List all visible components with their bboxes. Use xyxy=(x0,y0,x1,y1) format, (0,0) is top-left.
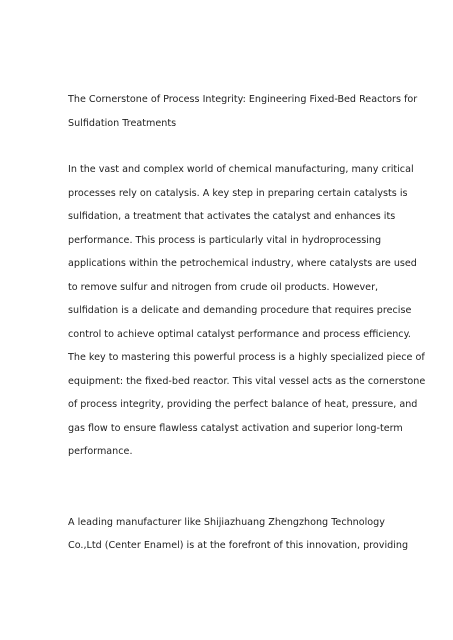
paragraph-line: to remove sulfur and nitrogen from crude oil products. However, xyxy=(68,281,379,293)
paragraph-line: applications within the petrochemical industry, where catalysts are used xyxy=(68,258,417,269)
paragraph-line: gas flow to ensure flawless catalyst activation and superior long-term xyxy=(68,422,403,434)
paragraph-manufacturer xyxy=(68,511,409,558)
paragraph-line: control to achieve optimal catalyst performance and process efficiency. xyxy=(68,328,411,340)
paragraph-intro xyxy=(68,158,426,464)
paragraph-line: A leading manufacturer like Shijiazhuang Zhengzhong Technology xyxy=(68,516,385,528)
title-line: The Cornerstone of Process Integrity: Engineering Fixed-Bed Reactors for xyxy=(68,94,418,105)
paragraph-line: performance. This process is particularly vital in hydroprocessing xyxy=(68,234,382,246)
paragraph-line: performance. xyxy=(68,446,133,457)
paragraph-line: of process integrity, providing the perfect balance of heat, pressure, and xyxy=(68,399,418,410)
paragraph-line: equipment: the fixed-bed reactor. This vital vessel acts as the cornerstone xyxy=(68,375,426,387)
document-title xyxy=(68,88,418,135)
paragraph-line: Co.,Ltd (Center Enamel) is at the forefront of this innovation, providing xyxy=(68,540,409,551)
paragraph-line: In the vast and complex world of chemical manufacturing, many critical xyxy=(68,164,414,175)
paragraph-line: sulfidation is a delicate and demanding procedure that requires precise xyxy=(68,305,412,316)
title-line: Sulfidation Treatments xyxy=(68,117,177,129)
paragraph-line: processes rely on catalysis. A key step in preparing certain catalysts is xyxy=(68,187,408,199)
paragraph-line: The key to mastering this powerful process is a highly specialized piece of xyxy=(68,352,425,363)
document-body xyxy=(68,88,426,558)
paragraph-line: sulfidation, a treatment that activates the catalyst and enhances its xyxy=(68,211,396,222)
